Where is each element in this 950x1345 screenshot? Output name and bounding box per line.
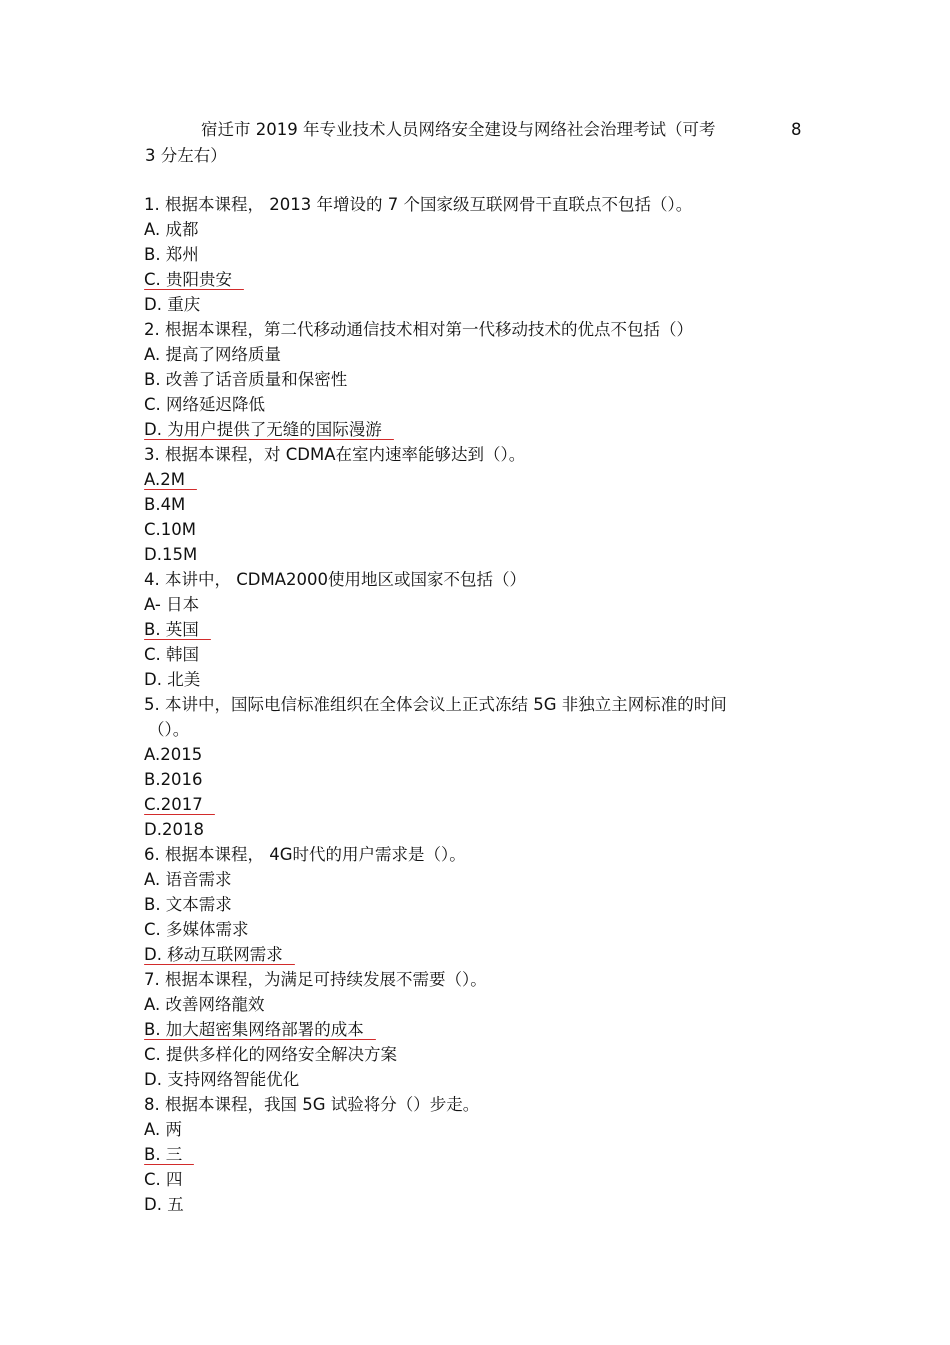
option-text: C.10M [144, 520, 196, 539]
question-text-continued: （）。 [148, 720, 190, 739]
option-row [144, 292, 824, 317]
option-row [144, 592, 824, 617]
option-row [144, 642, 824, 667]
question-text: 6. 根据本课程， 4G时代的用户需求是（）。 [144, 845, 466, 864]
option-row [144, 267, 824, 292]
option-row [144, 867, 824, 892]
answer-option-underlined: C.2017 [144, 792, 203, 817]
question-block [144, 317, 824, 442]
option-text: B. 郑州 [144, 245, 199, 264]
option-row [144, 1142, 824, 1167]
document-title [145, 117, 805, 169]
option-text: D. 重庆 [144, 295, 201, 314]
option-row [144, 1017, 824, 1042]
answer-option-underlined: B. 英国 [144, 617, 199, 642]
option-text: A. 两 [144, 1120, 182, 1139]
answer-option-underlined: D. 为用户提供了无缝的国际漫游 [144, 417, 382, 442]
option-row [144, 1117, 824, 1142]
option-text: D.2018 [144, 820, 204, 839]
option-row [144, 992, 824, 1017]
option-text: B.2016 [144, 770, 203, 789]
option-row [144, 242, 824, 267]
question-text: 7. 根据本课程，为满足可持续发展不需要（）。 [144, 970, 487, 989]
title-line-2: 3 分左右） [145, 146, 227, 165]
question-block [144, 1092, 824, 1217]
option-row [144, 342, 824, 367]
option-row [144, 542, 824, 567]
option-text: A. 提高了网络质量 [144, 345, 281, 364]
option-text: A. 成都 [144, 220, 199, 239]
option-row [144, 1067, 824, 1092]
option-text: A. 改善网络龍效 [144, 995, 265, 1014]
option-text: D. 五 [144, 1195, 184, 1214]
title-line-1 [145, 117, 805, 143]
answer-option-underlined: C. 贵阳贵安 [144, 267, 232, 292]
option-text: C. 提供多样化的网络安全解决方案 [144, 1045, 398, 1064]
option-row [144, 392, 824, 417]
option-text: C. 多媒体需求 [144, 920, 249, 939]
option-row [144, 617, 824, 642]
title-line-1-tail: 8 [791, 120, 802, 139]
option-row [144, 892, 824, 917]
option-text: A.2015 [144, 745, 203, 764]
question-list [144, 192, 824, 1217]
option-row [144, 417, 824, 442]
option-text: D.15M [144, 545, 198, 564]
option-row [144, 767, 824, 792]
option-text: C. 四 [144, 1170, 183, 1189]
option-text: C. 网络延迟降低 [144, 395, 266, 414]
option-row [144, 517, 824, 542]
question-text: 5. 本讲中，国际电信标准组织在全体会议上正式冻结 5G 非独立主网标准的时间 [144, 695, 727, 714]
option-row [144, 742, 824, 767]
question-block [144, 192, 824, 317]
option-text: B. 改善了话音质量和保密性 [144, 370, 348, 389]
option-row [144, 667, 824, 692]
option-row [144, 792, 824, 817]
option-text: B. 文本需求 [144, 895, 232, 914]
option-text: C. 韩国 [144, 645, 200, 664]
option-row [144, 1192, 824, 1217]
question-block [144, 567, 824, 692]
question-text: 4. 本讲中， CDMA2000使用地区或国家不包括（） [144, 570, 526, 589]
answer-option-underlined: A.2M [144, 467, 185, 492]
option-text: D. 北美 [144, 670, 201, 689]
question-text: 2. 根据本课程，第二代移动通信技术相对第一代移动技术的优点不包括（） [144, 320, 693, 339]
question-text: 1. 根据本课程， 2013 年增设的 7 个国家级互联网骨干直联点不包括（）。 [144, 195, 693, 214]
option-row [144, 367, 824, 392]
option-row [144, 217, 824, 242]
option-row [144, 467, 824, 492]
question-block [144, 967, 824, 1092]
option-text: A. 语音需求 [144, 870, 232, 889]
option-row [144, 492, 824, 517]
option-row [144, 1042, 824, 1067]
answer-option-underlined: B. 三 [144, 1142, 182, 1167]
answer-option-underlined: D. 移动互联网需求 [144, 942, 283, 967]
question-block [144, 442, 824, 567]
question-text: 8. 根据本课程，我国 5G 试验将分（）步走。 [144, 1095, 480, 1114]
question-text: 3. 根据本课程，对 CDMA在室内速率能够达到（）。 [144, 445, 526, 464]
option-text: D. 支持网络智能优化 [144, 1070, 300, 1089]
option-row [144, 917, 824, 942]
option-row [144, 942, 824, 967]
option-row [144, 817, 824, 842]
option-text: B.4M [144, 495, 186, 514]
question-block [144, 842, 824, 967]
option-text: A- 日本 [144, 595, 200, 614]
question-block [144, 692, 824, 842]
answer-option-underlined: B. 加大超密集网络部署的成本 [144, 1017, 364, 1042]
title-line-1-text: 宿迁市 2019 年专业技术人员网络安全建设与网络社会治理考试（可考 [201, 120, 716, 139]
option-row [144, 1167, 824, 1192]
